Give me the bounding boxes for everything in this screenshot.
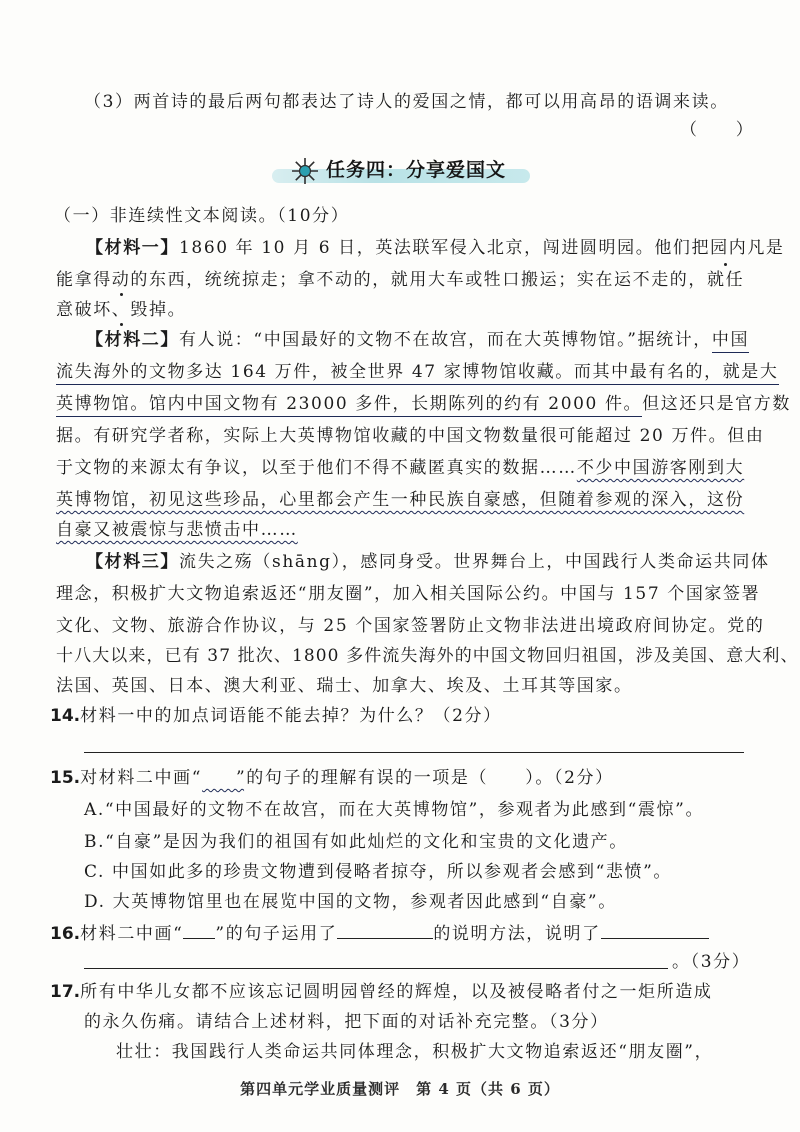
task-header bbox=[262, 153, 534, 189]
wavy-mark-sample: ​ bbox=[202, 768, 245, 788]
section-heading: （一）非连续性文本阅读。（10分） bbox=[54, 206, 350, 226]
material-2-line-4: 据。有研究学者称，实际上大英博物馆收藏的中国文物数量很可能超过 20 万件。但由 bbox=[56, 426, 765, 446]
question-15: 15.对材料二中画“​ ”的句子的理解有误的一项是（ ）。（2分） bbox=[50, 768, 614, 788]
dotted-word: 就任 bbox=[707, 270, 745, 290]
material-1-label: 【材料一】 bbox=[86, 238, 179, 258]
q3-answer-paren[interactable]: （ ） bbox=[680, 120, 755, 140]
wavy-sentence: 不少中国游客刚到大 bbox=[576, 458, 745, 478]
underline-mark-sample bbox=[183, 920, 215, 939]
material-2-line-7 bbox=[56, 518, 298, 542]
material-3-line-2: 理念，积极扩大文物追索返还“朋友圈”，加入相关国际公约。中国与 157 个国家签署 bbox=[56, 584, 761, 604]
q14-answer-line[interactable] bbox=[84, 752, 744, 753]
wavy-sentence: 英博物馆，初见这些珍品，心里都会产生一种民族自豪感，但随着参观的深入，这份 bbox=[56, 490, 745, 510]
material-2-line-2 bbox=[56, 360, 779, 384]
q16-method-blank[interactable] bbox=[337, 920, 433, 939]
material-3-label: 【材料三】 bbox=[86, 552, 179, 572]
material-2-label: 【材料二】 bbox=[86, 330, 179, 350]
material-1-line-1: 【材料一】1860 年 10 月 6 日，英法联军侵入北京，闯进圆明园。他们把园内凡是 bbox=[86, 238, 785, 258]
material-2-line-5: 于文物的来源太有争议，以至于他们不得不藏匿真实的数据……不少中国游客刚到大 bbox=[56, 458, 745, 478]
star-burst-icon bbox=[290, 156, 320, 186]
question-17-dialogue: 壮壮：我国践行人类命运共同体理念，积极扩大文物追索返还“朋友圈”， bbox=[116, 1042, 714, 1062]
material-3-line-1: 【材料三】流失之殇（shāng），感同身受。世界舞台上，中国践行人类命运共同体 bbox=[86, 552, 770, 572]
wavy-sentence: 自豪又被震惊与悲愤击中…… bbox=[56, 520, 298, 540]
material-3-line-4: 十八大以来，已有 37 批次、1800 多件流失海外的中国文物回归祖国，涉及美国、意大利、 bbox=[56, 646, 799, 666]
underlined-sentence: 流失海外的文物多达 164 万件，被全世界 47 家博物馆收藏。而其中最有名的，就是大 bbox=[56, 362, 779, 385]
material-1-line-3 bbox=[56, 298, 186, 322]
q15-option-c[interactable]: C. 中国如此多的珍贵文物遭到侵略者掠夺，所以参观者会感到“悲愤”。 bbox=[84, 862, 672, 882]
q15-option-b[interactable]: B.“自豪”是因为我们的祖国有如此灿烂的文化和宝贵的文化遗产。 bbox=[84, 832, 628, 852]
material-1-line-2: 能拿得动的东西，统统掠走；拿不动的，就用大车或牲口搬运；实在运不走的，就任 bbox=[56, 270, 745, 290]
material-3-line-5: 法国、英国、日本、澳大利亚、瑞士、加拿大、埃及、土耳其等国家。 bbox=[56, 676, 633, 696]
question-17-line-1: 17.所有中华儿女都不应该忘记圆明园曾经的辉煌，以及被侵略者付之一炬所造成 bbox=[50, 982, 713, 1002]
task-title: 任务四：分享爱国文 bbox=[326, 159, 507, 181]
dotted-word: 意破坏、毁掉。 bbox=[56, 300, 187, 320]
q16-answer-line[interactable] bbox=[84, 968, 668, 969]
q16-score: 。（3分） bbox=[672, 952, 751, 972]
material-2-line-1: 【材料二】有人说：“中国最好的文物不在故宫，而在大英博物馆。”据统计，中国 bbox=[86, 328, 749, 352]
q16-explain-blank[interactable] bbox=[601, 920, 709, 939]
material-2-line-3: 英博物馆。馆内中国文物有 23000 多件，长期陈列的约有 2000 件。但这还只是官方数 bbox=[56, 392, 791, 416]
q15-option-a[interactable]: A.“中国最好的文物不在故宫，而在大英博物馆”，参观者为此感到“震惊”。 bbox=[84, 800, 705, 820]
underlined-sentence: 英博物馆。馆内中国文物有 23000 多件，长期陈列的约有 2000 件。 bbox=[56, 394, 642, 417]
question-17-line-2: 的永久伤痛。请结合上述材料，把下面的对话补充完整。（3分） bbox=[84, 1012, 609, 1032]
page-footer: 第四单元学业质量测评 第 4 页（共 6 页） bbox=[240, 1080, 560, 1098]
q3-text: （3）两首诗的最后两句都表达了诗人的爱国之情，都可以用高昂的语调来读。 bbox=[84, 92, 729, 112]
question-14: 14.材料一中的加点词语能不能去掉？为什么？（2分） bbox=[50, 706, 502, 726]
material-2-line-6 bbox=[56, 488, 744, 512]
question-16: 16.材料二中画“ ”的句子运用了 的说明方法，说明了 bbox=[50, 920, 709, 946]
q15-option-d[interactable]: D. 大英博物馆里也在展览中国的文物，参观者因此感到“自豪”。 bbox=[84, 892, 617, 912]
material-3-line-3: 文化、文物、旅游合作协议，与 25 个国家签署防止文物非法进出境政府间协定。党的 bbox=[56, 616, 765, 636]
